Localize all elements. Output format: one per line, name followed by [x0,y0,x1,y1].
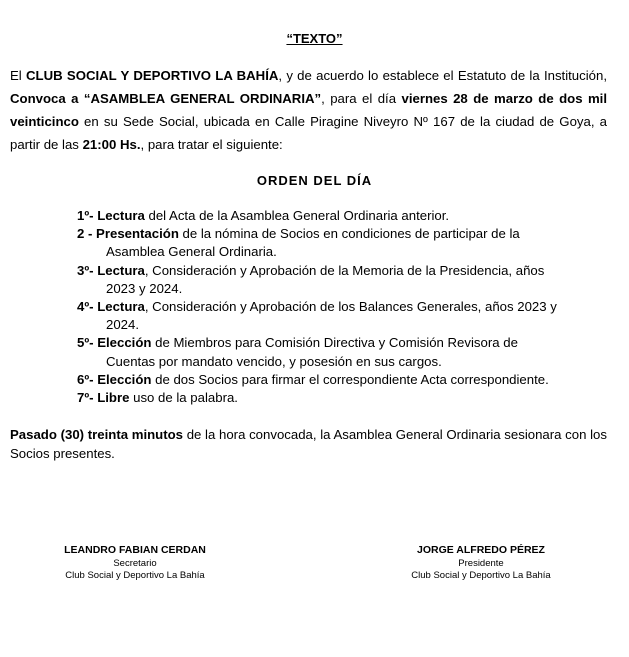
agenda-item [77,334,608,370]
agenda-item-continuation: Cuentas por mandato vencido, y posesión en sus cargos. [106,353,442,369]
signer-name: JORGE ALFREDO PÉREZ [417,544,545,556]
closing-lead: Pasado (30) treinta minutos [10,427,184,442]
intro-text-3: , para el día [321,91,402,106]
agenda-item-text: de dos Socios para firmar el correspondiente Acta correspondiente. [151,371,549,387]
agenda-item-text: de Miembros para Comisión Directiva y Comisión Revisora de [151,335,518,351]
agenda-item-text: de la nómina de Socios en condiciones de participar de la [178,226,520,242]
agenda-item-lead: 5º- Elección [77,335,152,351]
agenda-item-lead: 7º- Libre [77,390,130,406]
agenda-item [77,371,608,389]
closing-paragraph [10,425,607,463]
agenda-item [77,225,608,261]
agenda-item-text: , Consideración y Aprobación de la Memoria de la Presidencia, años [144,262,545,278]
intro-text-4: en su Sede Social, ubicada en Calle Piragine Niveyro Nº 167 de la ciudad de Goya, a partir de las [10,114,607,152]
signer-organization: Club Social y Deportivo La Bahía [411,570,551,581]
signer-organization: Club Social y Deportivo La Bahía [65,570,205,581]
meeting-date: viernes 28 de marzo de dos mil veinticinco [10,91,608,129]
intro-text-1: El [10,68,26,83]
signature-president [366,542,596,582]
agenda-list [77,207,608,407]
intro-paragraph [10,64,607,156]
agenda-item-lead: 6º- Elección [77,371,152,387]
meeting-time: 21:00 Hs. [82,137,141,152]
agenda-item [77,262,608,298]
document-title: “TEXTO” [286,31,343,46]
agenda-title: ORDEN DEL DÍA [256,173,373,188]
agenda-item-continuation: 2024. [106,317,140,333]
convocation: Convoca a “ASAMBLEA GENERAL ORDINARIA” [10,91,322,106]
agenda-item-lead: 2 - Presentación [77,226,179,242]
signer-role: Secretario [113,558,157,569]
signer-name: LEANDRO FABIAN CERDAN [64,544,206,556]
signer-role: Presidente [458,558,504,569]
agenda-item-lead: 1º- Lectura [77,208,145,223]
closing-text: de la hora convocada, la Asamblea General Ordinaria sesionara con los Socios presentes. [10,427,607,461]
agenda-item [77,298,608,334]
agenda-item [77,207,608,225]
agenda-item-continuation: 2023 y 2024. [106,280,183,296]
agenda-item-text: , Consideración y Aprobación de los Balances Generales, años 2023 y [144,299,557,315]
intro-text-2: , y de acuerdo lo establece el Estatuto de la Institución, [278,68,607,83]
agenda-item-lead: 3º- Lectura [77,262,145,278]
agenda-item-text: del Acta de la Asamblea General Ordinaria anterior. [144,208,450,223]
intro-text-5: , para tratar el siguiente: [140,137,283,152]
agenda-item-text: uso de la palabra. [129,390,238,406]
signature-secretary [20,542,250,582]
agenda-item [77,389,608,407]
club-name: CLUB SOCIAL Y DEPORTIVO LA BAHÍA [26,68,279,83]
agenda-item-continuation: Asamblea General Ordinaria. [106,244,277,260]
agenda-item-lead: 4º- Lectura [77,299,145,315]
